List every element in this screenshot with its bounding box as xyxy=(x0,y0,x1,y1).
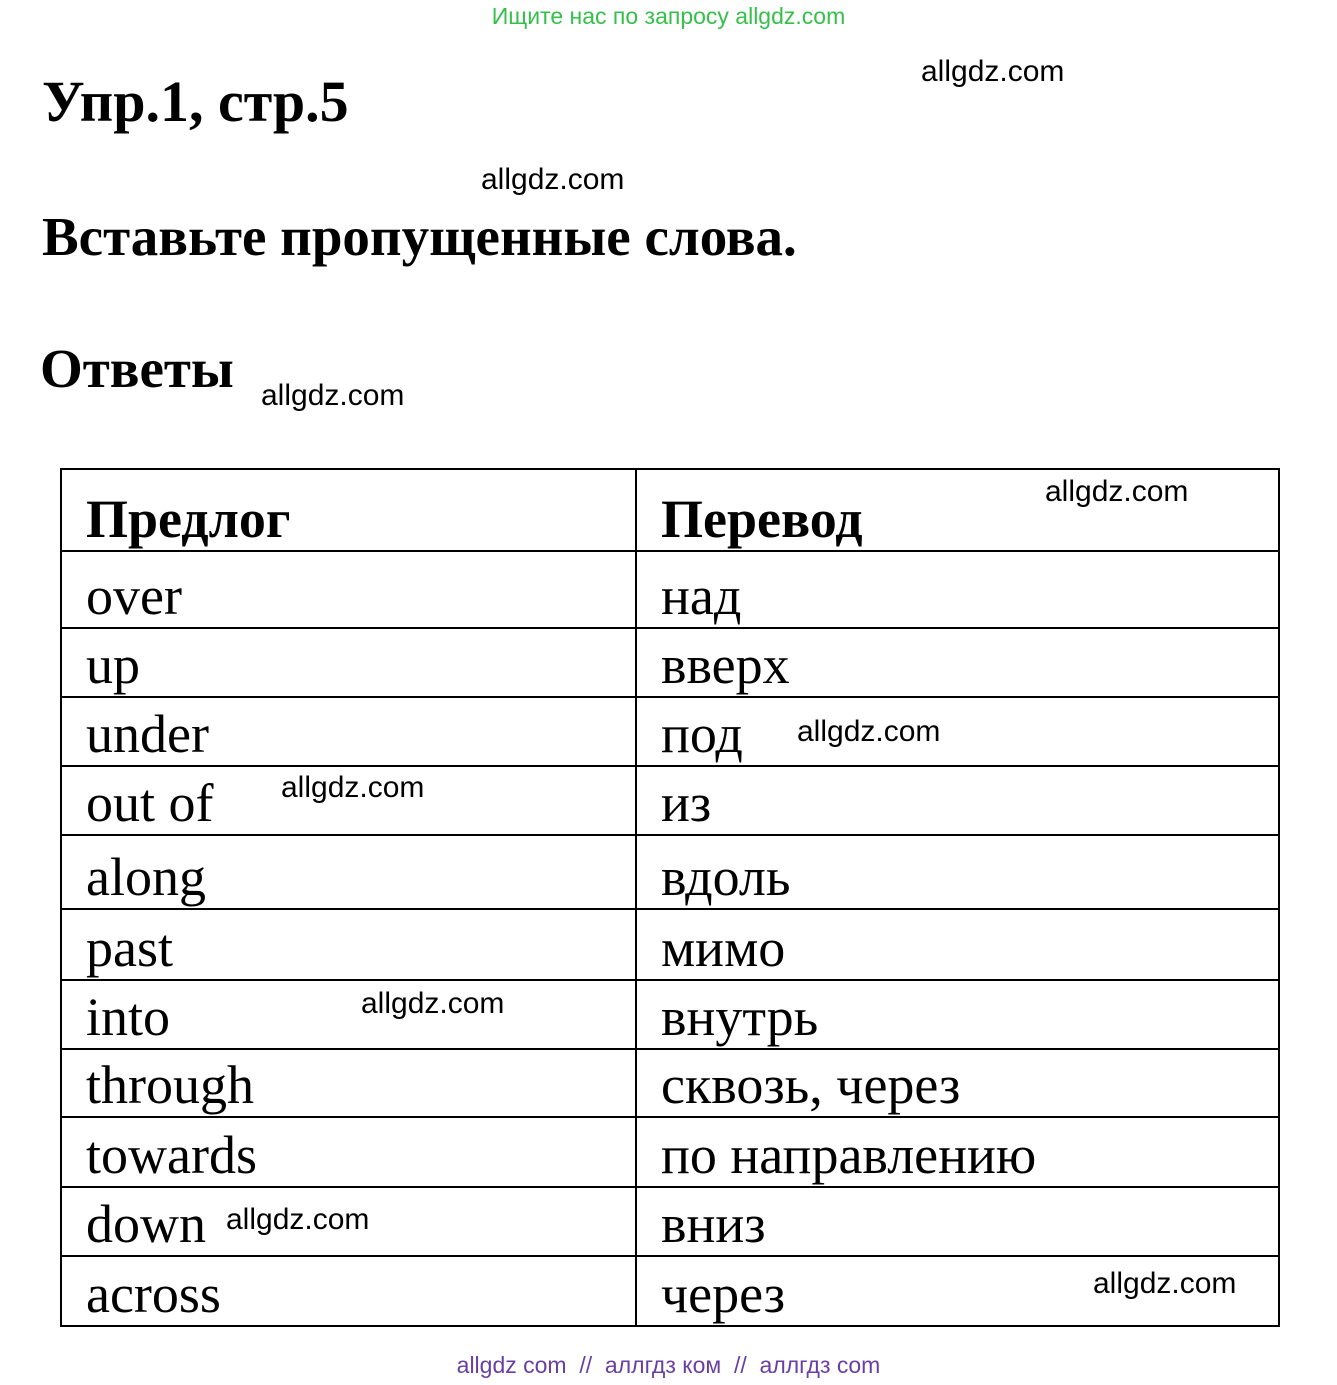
answers-table xyxy=(60,468,1280,1327)
preposition-cell: across xyxy=(61,1256,636,1326)
translation-cell: вниз xyxy=(636,1187,1279,1256)
answers-heading: Ответы xyxy=(40,338,234,399)
watermark: allgdz.com xyxy=(1045,475,1189,508)
translation-cell: над xyxy=(636,551,1279,628)
top-banner[interactable]: Ищите нас по запросу allgdz.com xyxy=(491,3,846,29)
preposition-cell: through xyxy=(61,1049,636,1117)
translation-cell: сквозь, через xyxy=(636,1049,1279,1117)
table-row xyxy=(61,628,1279,697)
translation-cell: под xyxy=(636,697,1279,766)
watermark: allgdz.com xyxy=(361,987,505,1020)
table-row xyxy=(61,551,1279,628)
table-row xyxy=(61,1049,1279,1117)
header-cell: Предлог xyxy=(61,469,636,551)
table-row xyxy=(61,1117,1279,1187)
instruction: Вставьте пропущенные слова. xyxy=(42,206,797,267)
preposition-cell: over xyxy=(61,551,636,628)
exercise-title: Упр.1, стр.5 xyxy=(42,69,349,134)
watermark: allgdz.com xyxy=(261,379,405,412)
preposition-cell: down xyxy=(61,1187,636,1256)
preposition-cell: along xyxy=(61,835,636,909)
watermark: allgdz.com xyxy=(281,771,425,804)
watermark: allgdz.com xyxy=(481,163,625,196)
watermark: allgdz.com xyxy=(226,1203,370,1236)
translation-cell: вдоль xyxy=(636,835,1279,909)
watermark: allgdz.com xyxy=(1093,1267,1237,1300)
translation-cell: внутрь xyxy=(636,980,1279,1049)
table-row xyxy=(61,835,1279,909)
table-row xyxy=(61,909,1279,980)
translation-cell: мимо xyxy=(636,909,1279,980)
preposition-cell: past xyxy=(61,909,636,980)
preposition-cell: up xyxy=(61,628,636,697)
preposition-cell: towards xyxy=(61,1117,636,1187)
table-row xyxy=(61,697,1279,766)
header-cell: Перевод xyxy=(636,469,1279,551)
preposition-cell: under xyxy=(61,697,636,766)
table-row xyxy=(61,980,1279,1049)
watermark: allgdz.com xyxy=(797,715,941,748)
table-row xyxy=(61,766,1279,835)
translation-cell: из xyxy=(636,766,1279,835)
translation-cell: по направлению xyxy=(636,1117,1279,1187)
preposition-cell: into xyxy=(61,980,636,1049)
footer-links[interactable]: allgdz com // аллгдз ком // аллгдз com xyxy=(456,1352,881,1378)
translation-cell: вверх xyxy=(636,628,1279,697)
preposition-cell: out of xyxy=(61,766,636,835)
watermark: allgdz.com xyxy=(921,55,1065,88)
translation-cell: через xyxy=(636,1256,1279,1326)
